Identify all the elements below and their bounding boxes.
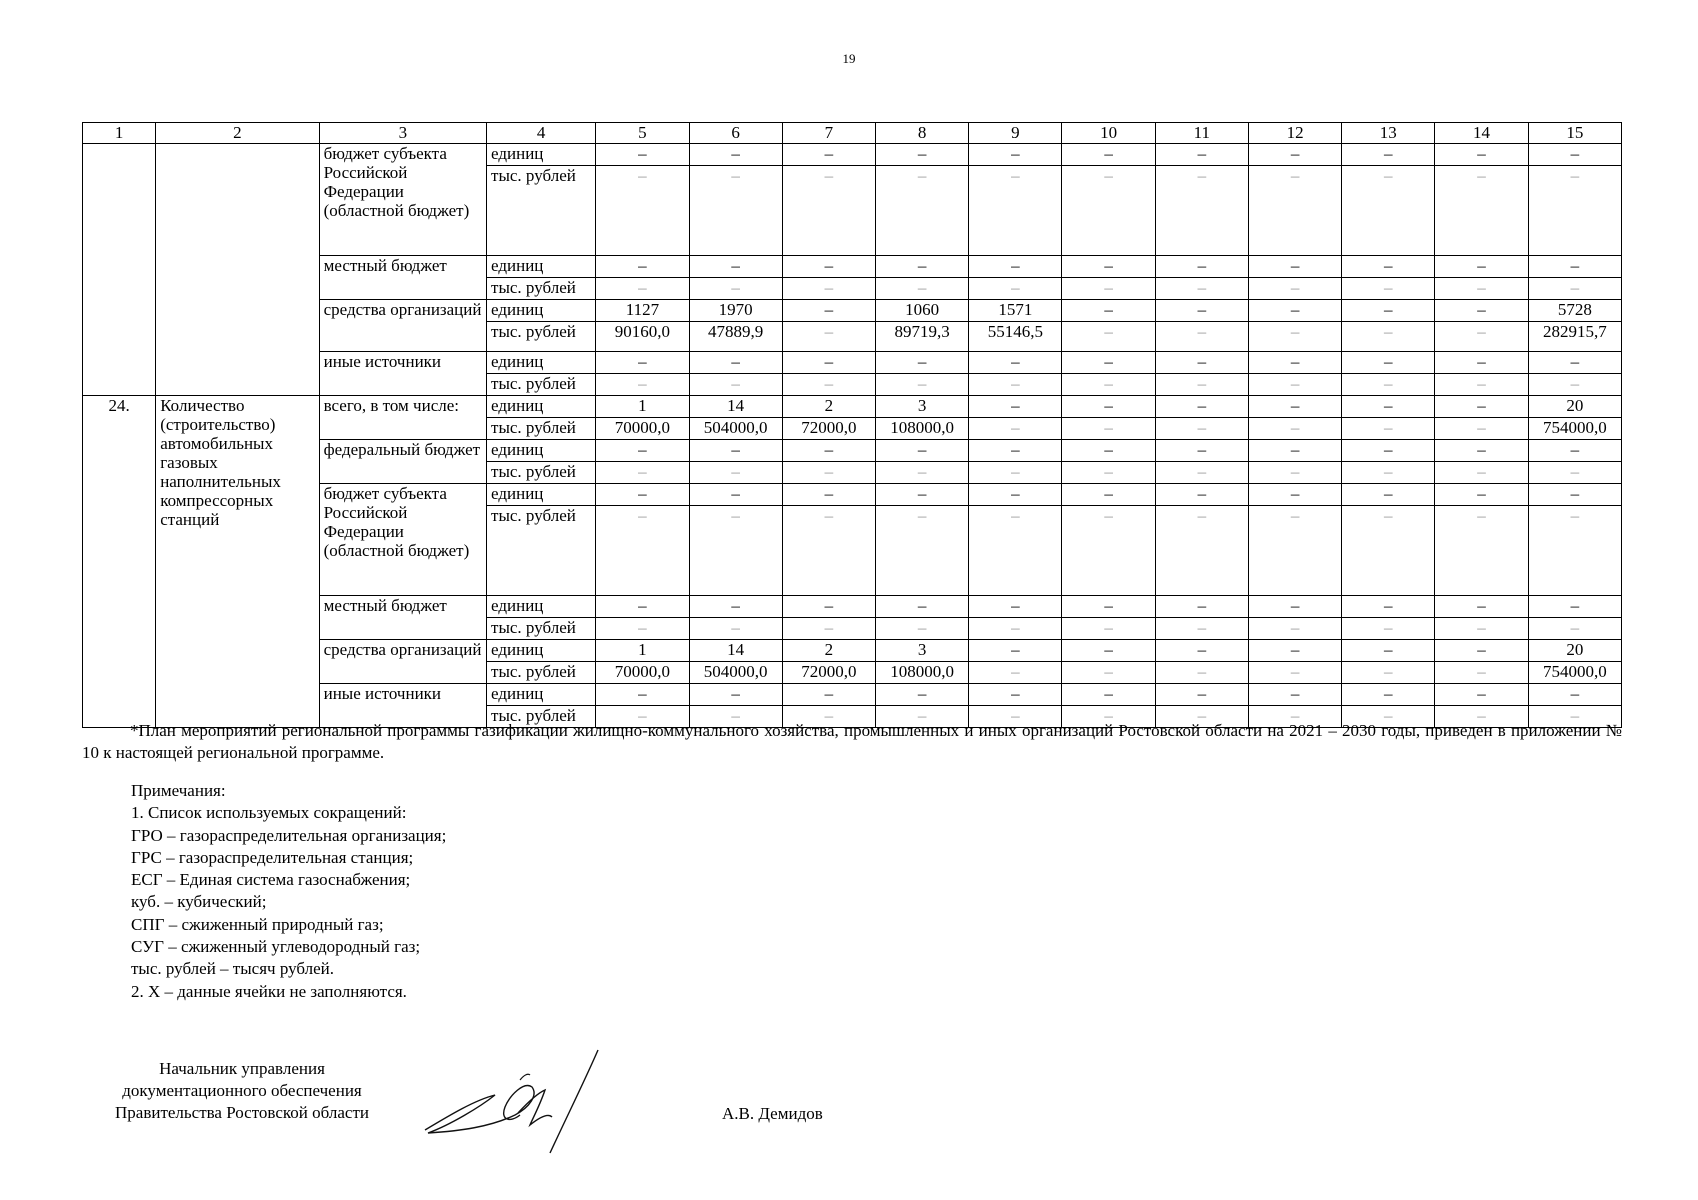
value-cell: – [1342,684,1435,706]
value-cell: – [969,706,1062,728]
value-cell: – [689,144,782,166]
item-number-cell: 24. [83,396,156,728]
value-cell: – [689,352,782,374]
value-cell: – [876,484,969,506]
value-cell: – [689,278,782,300]
value-cell: – [596,440,689,462]
unit-cell: тыс. рублей [487,706,596,728]
value-cell: – [876,596,969,618]
value-cell: 5728 [1528,300,1621,322]
table-row [83,144,1622,166]
value-cell: – [1342,506,1435,596]
header-cell: 14 [1435,123,1528,144]
value-cell: – [1155,396,1248,418]
value-cell: – [1155,684,1248,706]
value-cell: – [596,596,689,618]
value-cell: 55146,5 [969,322,1062,352]
value-cell: – [1435,256,1528,278]
table-header-row [83,123,1622,144]
value-cell: – [689,484,782,506]
value-cell: – [1155,418,1248,440]
value-cell: – [596,484,689,506]
value-cell: – [596,618,689,640]
value-cell: – [782,374,875,396]
unit-cell: тыс. рублей [487,322,596,352]
item-number-cell [83,144,156,396]
notes-line: ГРС – газораспределительная станция; [131,847,414,867]
funding-table [82,122,1622,728]
notes-line: СУГ – сжиженный углеводородный газ; [131,937,421,957]
value-cell: – [1435,596,1528,618]
value-cell: – [1248,662,1341,684]
value-cell: – [1062,684,1155,706]
source-cell: всего, в том числе: [319,396,486,440]
value-cell: – [1342,256,1435,278]
notes-line: 1. Список используемых сокращений: [131,803,407,823]
value-cell: 20 [1528,640,1621,662]
value-cell: – [1435,352,1528,374]
value-cell: 14 [689,396,782,418]
header-cell: 6 [689,123,782,144]
table-row [83,396,1622,418]
value-cell: – [876,352,969,374]
value-cell: – [969,256,1062,278]
value-cell: – [689,256,782,278]
value-cell: – [876,256,969,278]
value-cell: – [1062,618,1155,640]
value-cell: – [1155,166,1248,256]
value-cell: – [969,166,1062,256]
value-cell: – [1342,484,1435,506]
header-cell: 3 [319,123,486,144]
value-cell: – [1342,322,1435,352]
value-cell: – [1062,484,1155,506]
value-cell: 1970 [689,300,782,322]
source-cell: федеральный бюджет [319,440,486,484]
value-cell: – [1342,596,1435,618]
unit-cell: тыс. рублей [487,278,596,300]
signatory-name: А.В. Демидов [722,1104,823,1123]
value-cell: 754000,0 [1528,418,1621,440]
signatory-position [82,1058,402,1124]
notes-line: ГРО – газораспределительная организация; [131,825,447,845]
value-cell: – [1155,706,1248,728]
value-cell: – [689,374,782,396]
header-cell: 2 [156,123,319,144]
value-cell: 47889,9 [689,322,782,352]
page-number: 19 [842,51,856,66]
value-cell: – [1528,618,1621,640]
value-cell: – [876,374,969,396]
value-cell: – [1062,352,1155,374]
unit-cell: единиц [487,144,596,166]
value-cell: – [1342,300,1435,322]
unit-cell: тыс. рублей [487,462,596,484]
value-cell: – [1248,322,1341,352]
value-cell: – [782,322,875,352]
source-cell: местный бюджет [319,256,486,300]
value-cell: 70000,0 [596,418,689,440]
value-cell: 1127 [596,300,689,322]
unit-cell: тыс. рублей [487,418,596,440]
position-line: Правительства Ростовской области [115,1103,369,1122]
value-cell: 1 [596,396,689,418]
value-cell: 14 [689,640,782,662]
value-cell: 90160,0 [596,322,689,352]
value-cell: 20 [1528,396,1621,418]
value-cell: – [1062,144,1155,166]
source-cell: иные источники [319,352,486,396]
position-line: Начальник управления [159,1059,325,1078]
value-cell: – [1248,706,1341,728]
value-cell: – [1342,278,1435,300]
value-cell: – [1435,618,1528,640]
value-cell: 754000,0 [1528,662,1621,684]
value-cell: 3 [876,640,969,662]
value-cell: 72000,0 [782,418,875,440]
value-cell: – [689,706,782,728]
value-cell: – [1342,618,1435,640]
value-cell: – [1435,640,1528,662]
unit-cell: единиц [487,440,596,462]
unit-cell: единиц [487,300,596,322]
value-cell: – [782,596,875,618]
notes-line: куб. – кубический; [131,892,267,912]
value-cell: – [782,300,875,322]
value-cell: – [596,462,689,484]
unit-cell: единиц [487,256,596,278]
value-cell: – [969,396,1062,418]
value-cell: – [1435,662,1528,684]
value-cell: – [1155,596,1248,618]
value-cell: – [969,640,1062,662]
value-cell: 108000,0 [876,662,969,684]
value-cell: – [969,662,1062,684]
value-cell: – [782,462,875,484]
value-cell: – [876,506,969,596]
value-cell: – [1248,396,1341,418]
header-cell: 5 [596,123,689,144]
value-cell: – [782,618,875,640]
value-cell: – [1528,684,1621,706]
value-cell: – [1342,418,1435,440]
position-line: документационного обеспечения [122,1081,362,1100]
value-cell: – [782,352,875,374]
value-cell: 3 [876,396,969,418]
value-cell: – [1528,352,1621,374]
value-cell: – [689,684,782,706]
value-cell: – [1528,144,1621,166]
value-cell: – [1062,256,1155,278]
value-cell: – [876,706,969,728]
header-cell: 15 [1528,123,1621,144]
value-cell: – [1155,278,1248,300]
value-cell: – [1342,144,1435,166]
value-cell: – [1528,278,1621,300]
source-cell: бюджет субъекта Российской Федерации (областной бюджет) [319,484,486,596]
notes [131,780,831,1003]
value-cell: – [1248,684,1341,706]
value-cell: – [689,618,782,640]
value-cell: – [1435,462,1528,484]
header-cell: 4 [487,123,596,144]
value-cell: – [969,484,1062,506]
value-cell: – [782,506,875,596]
value-cell: – [596,166,689,256]
value-cell: 1060 [876,300,969,322]
value-cell: – [1528,166,1621,256]
value-cell: – [1342,706,1435,728]
value-cell: – [969,506,1062,596]
value-cell: – [1342,352,1435,374]
handwritten-signature [420,1045,620,1155]
value-cell: – [1435,440,1528,462]
value-cell: – [1062,596,1155,618]
value-cell: – [1528,506,1621,596]
value-cell: – [876,144,969,166]
value-cell: – [876,618,969,640]
value-cell: 2 [782,640,875,662]
value-cell: – [1062,506,1155,596]
value-cell: – [876,684,969,706]
value-cell: – [969,684,1062,706]
value-cell: – [1062,300,1155,322]
value-cell: – [969,144,1062,166]
value-cell: – [1342,166,1435,256]
value-cell: – [596,256,689,278]
value-cell: – [1342,440,1435,462]
value-cell: – [1435,144,1528,166]
value-cell: – [1435,506,1528,596]
value-cell: – [1155,256,1248,278]
value-cell: – [1435,278,1528,300]
value-cell: – [1435,706,1528,728]
value-cell: – [1248,462,1341,484]
value-cell: – [876,462,969,484]
value-cell: – [596,144,689,166]
value-cell: – [1248,640,1341,662]
value-cell: – [969,352,1062,374]
value-cell: – [1528,462,1621,484]
item-name-cell: Количество (строительство) автомобильных газовых наполнительных компрессорных станций [156,396,319,728]
unit-cell: тыс. рублей [487,374,596,396]
value-cell: – [1155,144,1248,166]
value-cell: – [1062,640,1155,662]
value-cell: – [876,166,969,256]
value-cell: 1 [596,640,689,662]
value-cell: – [969,462,1062,484]
value-cell: 89719,3 [876,322,969,352]
value-cell: – [596,706,689,728]
value-cell: – [1248,374,1341,396]
value-cell: – [1155,352,1248,374]
value-cell: – [596,684,689,706]
value-cell: – [969,278,1062,300]
value-cell: – [596,352,689,374]
value-cell: 504000,0 [689,662,782,684]
notes-title: Примечания: [131,781,226,800]
value-cell: – [1342,640,1435,662]
value-cell: – [1435,684,1528,706]
value-cell: – [1435,484,1528,506]
value-cell: – [1155,300,1248,322]
notes-line: СПГ – сжиженный природный газ; [131,914,384,934]
value-cell: – [1435,374,1528,396]
value-cell: – [1062,166,1155,256]
notes-line: 2. Х – данные ячейки не заполняются. [131,981,407,1001]
value-cell: – [1342,662,1435,684]
value-cell: – [1062,440,1155,462]
value-cell: – [782,166,875,256]
value-cell: – [1155,618,1248,640]
value-cell: 1571 [969,300,1062,322]
header-cell: 12 [1248,123,1341,144]
header-cell: 11 [1155,123,1248,144]
source-cell: местный бюджет [319,596,486,640]
value-cell: – [1248,618,1341,640]
value-cell: – [782,144,875,166]
value-cell: – [1062,662,1155,684]
unit-cell: единиц [487,396,596,418]
value-cell: – [1062,374,1155,396]
value-cell: – [1435,322,1528,352]
value-cell: – [1062,278,1155,300]
unit-cell: единиц [487,596,596,618]
unit-cell: тыс. рублей [487,506,596,596]
value-cell: 282915,7 [1528,322,1621,352]
value-cell: – [1062,396,1155,418]
source-cell: средства организаций [319,640,486,684]
value-cell: – [1528,596,1621,618]
value-cell: – [689,596,782,618]
value-cell: – [782,684,875,706]
value-cell: – [596,374,689,396]
header-cell: 1 [83,123,156,144]
source-cell: иные источники [319,684,486,728]
value-cell: – [1155,640,1248,662]
value-cell: – [1528,706,1621,728]
value-cell: – [1248,256,1341,278]
value-cell: – [1248,166,1341,256]
value-cell: – [1248,300,1341,322]
value-cell: – [689,506,782,596]
unit-cell: единиц [487,352,596,374]
value-cell: – [689,166,782,256]
value-cell: – [1342,462,1435,484]
value-cell: – [1062,418,1155,440]
value-cell: – [1248,144,1341,166]
unit-cell: единиц [487,684,596,706]
header-cell: 9 [969,123,1062,144]
value-cell: 70000,0 [596,662,689,684]
value-cell: – [596,506,689,596]
value-cell: – [1155,462,1248,484]
value-cell: – [1062,322,1155,352]
value-cell: – [596,278,689,300]
value-cell: – [1528,374,1621,396]
value-cell: 504000,0 [689,418,782,440]
value-cell: – [1062,462,1155,484]
value-cell: – [1248,484,1341,506]
value-cell: – [782,256,875,278]
item-name-cell [156,144,319,396]
value-cell: – [1528,484,1621,506]
value-cell: – [1435,300,1528,322]
value-cell: – [969,440,1062,462]
value-cell: 108000,0 [876,418,969,440]
value-cell: – [969,618,1062,640]
footnote: *План мероприятий региональной программы газификации жилищно-коммунального хозяйства, промышленных и иных организаций Ростовской области на 2021 – 2030 годы, приведен в приложении № 10 к настоящей региональной программе. [82,721,1622,762]
source-cell: средства организаций [319,300,486,352]
value-cell: – [1342,374,1435,396]
value-cell: – [1155,322,1248,352]
value-cell: – [1155,506,1248,596]
value-cell: 2 [782,396,875,418]
value-cell: – [969,374,1062,396]
value-cell: – [1062,706,1155,728]
value-cell: – [1435,418,1528,440]
value-cell: – [876,278,969,300]
unit-cell: тыс. рублей [487,662,596,684]
value-cell: – [689,440,782,462]
value-cell: – [1248,596,1341,618]
header-cell: 10 [1062,123,1155,144]
value-cell: – [969,418,1062,440]
value-cell: 72000,0 [782,662,875,684]
value-cell: – [1342,396,1435,418]
value-cell: – [1155,374,1248,396]
value-cell: – [1528,440,1621,462]
value-cell: – [1248,418,1341,440]
unit-cell: единиц [487,640,596,662]
value-cell: – [1248,352,1341,374]
value-cell: – [1528,256,1621,278]
unit-cell: единиц [487,484,596,506]
header-cell: 7 [782,123,875,144]
value-cell: – [782,278,875,300]
value-cell: – [969,596,1062,618]
value-cell: – [1248,278,1341,300]
value-cell: – [782,484,875,506]
header-cell: 8 [876,123,969,144]
value-cell: – [782,440,875,462]
value-cell: – [1155,662,1248,684]
value-cell: – [1155,440,1248,462]
value-cell: – [1435,396,1528,418]
value-cell: – [1435,166,1528,256]
value-cell: – [1248,506,1341,596]
header-cell: 13 [1342,123,1435,144]
value-cell: – [1155,484,1248,506]
notes-line: ЕСГ – Единая система газоснабжения; [131,870,411,890]
source-cell: бюджет субъекта Российской Федерации (областной бюджет) [319,144,486,256]
value-cell: – [689,462,782,484]
unit-cell: тыс. рублей [487,618,596,640]
value-cell: – [1248,440,1341,462]
unit-cell: тыс. рублей [487,166,596,256]
value-cell: – [876,440,969,462]
notes-line: тыс. рублей – тысяч рублей. [131,959,334,979]
value-cell: – [782,706,875,728]
